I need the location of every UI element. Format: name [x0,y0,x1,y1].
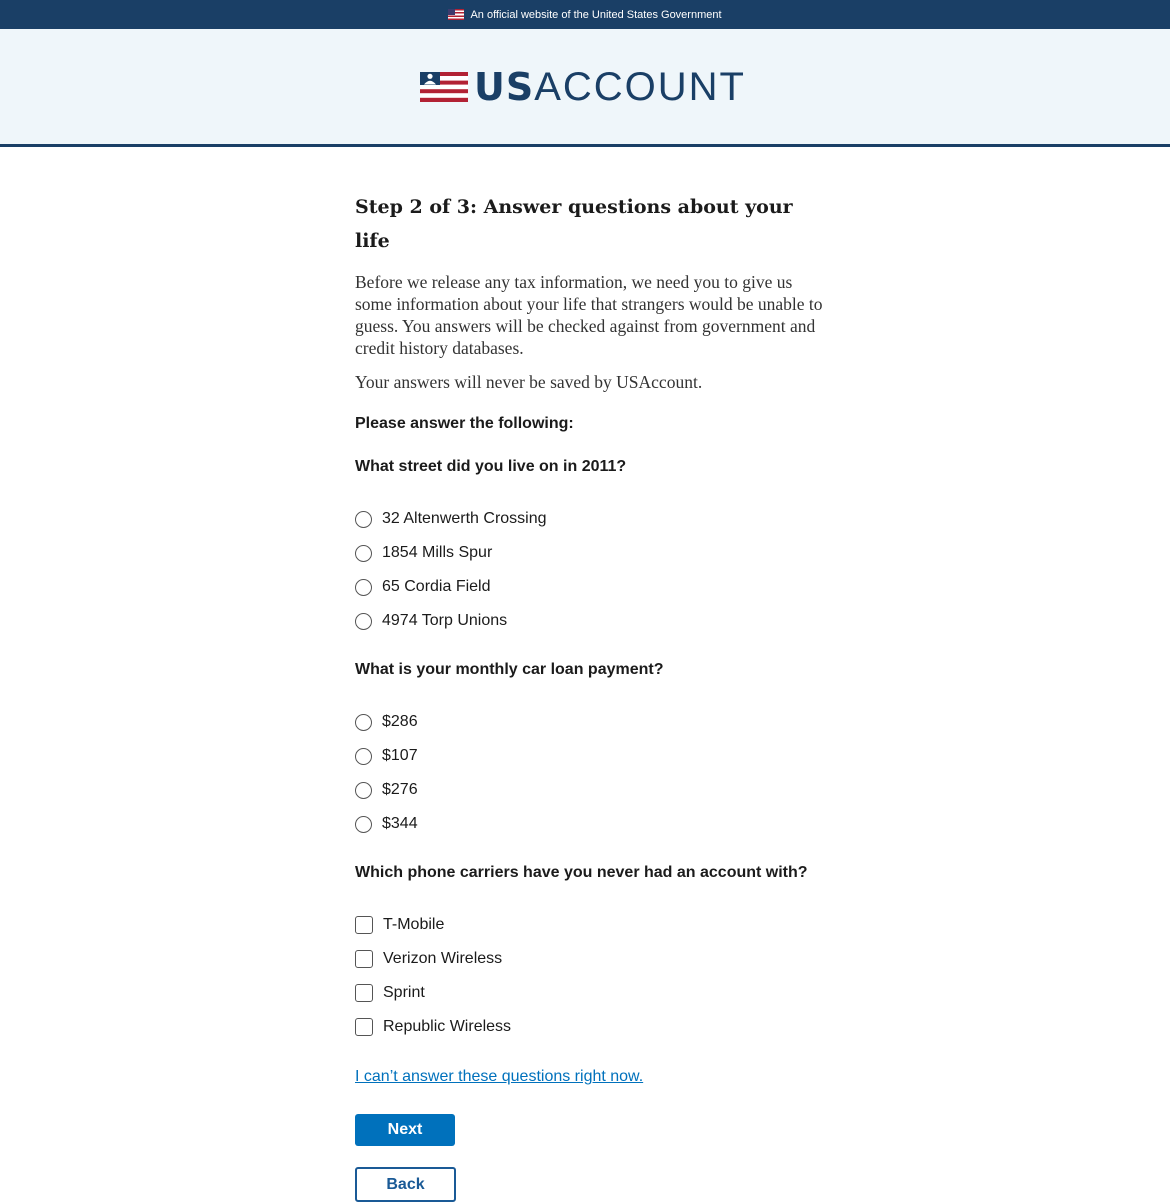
radio-option[interactable] [355,536,825,570]
radio-option[interactable] [355,739,825,773]
radio-option[interactable] [355,604,825,638]
radio-button[interactable] [355,714,372,731]
option-label: $344 [382,815,418,832]
gov-banner-text: An official website of the United States Government [470,8,722,21]
radio-option[interactable] [355,570,825,604]
radio-option[interactable] [355,705,825,739]
question-phone-carriers [355,862,825,1044]
question-label: Which phone carriers have you never had an account with? [355,864,808,881]
option-label: $276 [382,781,418,798]
flag-logo-icon [420,72,468,102]
option-label: $286 [382,713,418,730]
option-label: 4974 Torp Unions [382,612,508,629]
radio-button[interactable] [355,545,372,562]
radio-button[interactable] [355,816,372,833]
checkbox[interactable] [355,984,373,1002]
intro-paragraph: Before we release any tax information, we need you to give us some information about your life that strangers would be unable to guess. You answers will be checked against from government and credit history databases. [355,272,823,358]
radio-option[interactable] [355,807,825,841]
checkbox-group-carriers [355,908,825,1044]
us-flag-icon [448,9,464,20]
option-label: 32 Altenwerth Crossing [382,510,547,527]
checkbox-option[interactable] [355,942,825,976]
option-label: 65 Cordia Field [382,578,491,595]
main-content [355,190,825,1202]
privacy-note: Your answers will never be saved by USAccount. [355,372,703,392]
skip-questions-link[interactable]: I can’t answer these questions right now. [355,1068,644,1085]
checkbox[interactable] [355,916,373,934]
radio-option[interactable] [355,773,825,807]
option-label: $107 [382,747,418,764]
radio-button[interactable] [355,511,372,528]
questions-prompt: Please answer the following: [355,415,574,432]
option-label: Sprint [383,984,425,1001]
checkbox-option[interactable] [355,1010,825,1044]
next-button[interactable]: Next [355,1114,455,1146]
back-button[interactable]: Back [355,1167,456,1202]
checkbox[interactable] [355,950,373,968]
page-title: Step 2 of 3: Answer questions about your life [355,196,793,252]
radio-button[interactable] [355,748,372,765]
logo-wordmark: USACCOUNT [473,64,746,109]
option-label: Verizon Wireless [383,950,503,967]
checkbox[interactable] [355,1018,373,1036]
radio-button[interactable] [355,613,372,630]
radio-group-street [355,502,825,638]
option-label: T-Mobile [383,916,445,933]
checkbox-option[interactable] [355,908,825,942]
radio-button[interactable] [355,579,372,596]
radio-button[interactable] [355,782,372,799]
radio-option[interactable] [355,502,825,536]
option-label: 1854 Mills Spur [382,544,493,561]
radio-group-car-loan [355,705,825,841]
site-header [0,29,1170,147]
question-car-loan [355,659,825,841]
question-street [355,456,825,638]
gov-banner [0,0,1170,29]
usaccount-logo[interactable] [420,64,750,109]
question-label: What is your monthly car loan payment? [355,661,664,678]
question-label: What street did you live on in 2011? [355,458,627,475]
checkbox-option[interactable] [355,976,825,1010]
option-label: Republic Wireless [383,1018,512,1035]
